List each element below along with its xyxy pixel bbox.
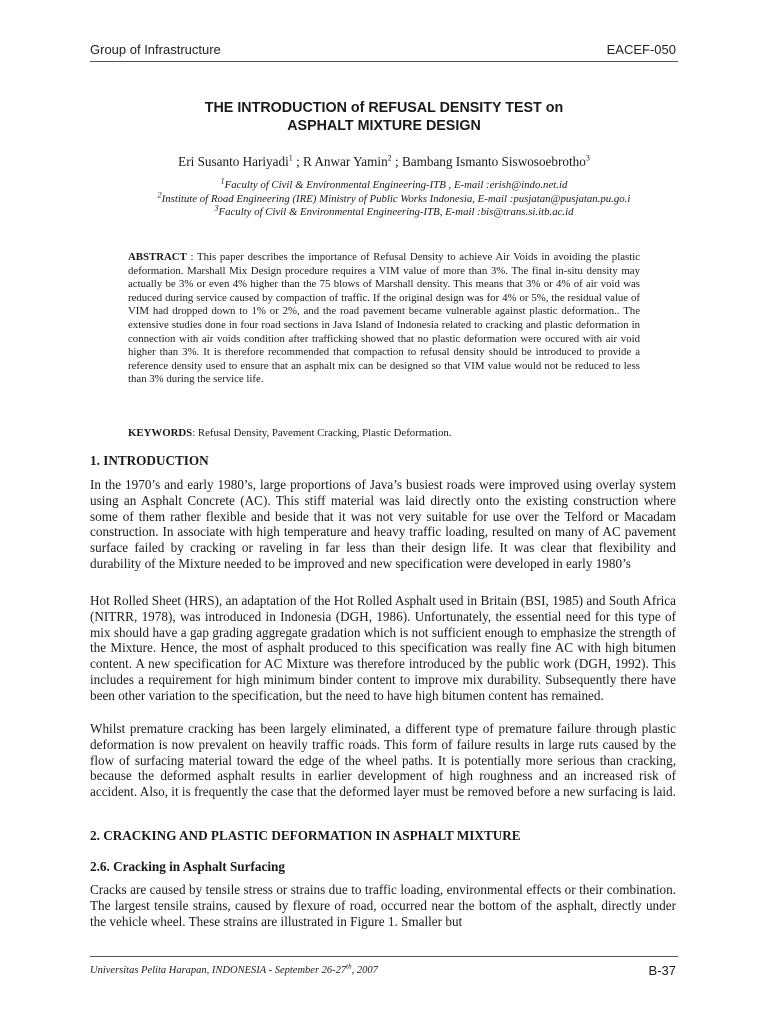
paragraph-text: Whilst premature cracking has been largely eliminated, a different type of premature failure through plastic deformation is now prevalent on heavily traffic roads. This form of failure results in large ruts caused by the flow of surfacing material toward the edge of the wheel paths. It is potentially more serious than cracking, because the deformed asphalt results in earlier development of high roughness and an increased risk of accident. Also, it is frequently the case that the deformed layer must be removed before a new surfacing is laid. bbox=[90, 721, 676, 800]
author-list bbox=[90, 154, 678, 170]
keywords-text: : Refusal Density, Pavement Cracking, Plastic Deformation. bbox=[192, 427, 452, 439]
abstract-text: : This paper describes the importance of Refusal Density to achieve Air Voids in avoiding the plastic deformation. Marshall Mix Design procedure requires a VIM value of more than 3%. The final in-situ density may actually be 3% or even 4% higher than the 75 blows of Marshall density. This means that 3% or 4% of air void was reduced during service caused by compaction of traffic. If the original design was for 4% or 5%, the residual value of VIM had dropped down to 1% or 2%, and the road pavement became vulnerable against plastic deformation.. The extensive studies done in four road sections in Java Island of Indonesia related to cracking and plastic deformation in connection with air voids condition after trafficking showed that no plastic deformation were occured with air void higher than 3%. It is therefore recommended that compaction to refusal density should be introduced to provide a reference density used to ensure that an asphalt mix can be designed so that VIM value would not be reduced to less than 3% during the service life. bbox=[128, 251, 640, 386]
author-separator: ; bbox=[292, 154, 304, 169]
abstract-label: ABSTRACT bbox=[128, 251, 187, 263]
paragraph-text: Hot Rolled Sheet (HRS), an adaptation of the Hot Rolled Asphalt used in Britain (BSI, 1985) and South Africa (NITRR, 1978), was introduced in Indonesia (DGH, 1986). Unfortunately, the essential need for this type of mix should have a gap grading aggregate gradation which is not sufficient enough to emphasize the strength of the Mixture. Hence, the most of asphalt produced to this specification was really fine AC with high bitumen content. A new specification for AC Mixture was therefore introduced by the public work (DGH, 1992). This includes a requirement for high minimum binder content to improve mix durability. Subsequently there have been other variation to the specification, but the need to have high bitumen content has remained. bbox=[90, 593, 676, 703]
paragraph bbox=[90, 882, 676, 929]
title-line-1: THE INTRODUCTION of REFUSAL DENSITY TEST on bbox=[204, 100, 564, 116]
paragraph-text: Cracks are caused by tensile stress or strains due to traffic loading, environmental effects or their combination. The largest tensile strains, caused by flexure of road, occurred near the bottom of the asphalt, directly under the vehicle wheel. These strains are illustrated in Figure 1. Smaller but bbox=[90, 882, 676, 929]
page-number: B-37 bbox=[648, 963, 676, 978]
section-heading-introduction: 1. INTRODUCTION bbox=[90, 453, 209, 468]
affiliation-text: Institute of Road Engineering (IRE) Ministry of Public Works Indonesia, E-mail :pusjatan@pusjatan.pu.go.i bbox=[161, 192, 631, 205]
keywords-label: KEYWORDS bbox=[128, 427, 193, 439]
affiliation-line bbox=[90, 189, 698, 207]
author-name: Bambang Ismanto Siswosoebrotho bbox=[401, 154, 586, 169]
running-header-left: Group of Infrastructure bbox=[90, 42, 221, 57]
affiliation-text: Faculty of Civil & Environmental Engineering-ITB , E-mail :erish@indo.net.id bbox=[224, 179, 568, 191]
author-name: R Anwar Yamin bbox=[303, 154, 388, 169]
affiliation-line bbox=[90, 203, 698, 220]
paper-title bbox=[90, 99, 678, 135]
footer-rule bbox=[90, 956, 678, 957]
footer-prefix: Universitas Pelita Harapan, INDONESIA - September 26-27 bbox=[90, 965, 347, 976]
author-sup: 3 bbox=[585, 153, 590, 163]
running-header-right: EACEF-050 bbox=[606, 42, 676, 57]
keywords bbox=[128, 427, 648, 439]
author-name: Eri Susanto Hariyadi bbox=[178, 154, 289, 169]
author-sup: 1 bbox=[288, 153, 293, 163]
paragraph bbox=[90, 477, 676, 572]
affiliations bbox=[90, 176, 698, 220]
affiliation-sup: 2 bbox=[157, 189, 162, 199]
footer-sup: th bbox=[346, 962, 352, 971]
section-heading-cracking: 2. CRACKING AND PLASTIC DEFORMATION IN ASPHALT MIXTURE bbox=[90, 828, 521, 843]
subsection-heading: 2.6. Cracking in Asphalt Surfacing bbox=[90, 859, 285, 874]
paragraph bbox=[90, 721, 676, 800]
paragraph-text: In the 1970’s and early 1980’s, large proportions of Java’s busiest roads were improved using overlay system using an Asphalt Concrete (AC). This stiff material was laid directly onto the existing construction where some of them rather flexible and beside that it was not very suitable for use over the Telford or Macadam construction. In associate with high temperature and heavy traffic loading, resulted on many of AC pavement surface failed by cracking or raveling in far less than their design life. It was clear that flexibility and durability of the Mixture needed to be improved and new specification were developed in early 1980’s bbox=[90, 477, 676, 571]
footer-suffix: , 2007 bbox=[351, 965, 378, 976]
affiliation-sup: 3 bbox=[214, 203, 219, 213]
author-sup: 2 bbox=[387, 153, 392, 163]
abstract bbox=[128, 251, 640, 387]
footer-conference bbox=[90, 962, 378, 976]
affiliation-line bbox=[90, 176, 698, 193]
affiliation-sup: 1 bbox=[220, 176, 225, 186]
header-rule bbox=[90, 61, 678, 62]
paragraph bbox=[90, 593, 676, 704]
affiliation-text: Faculty of Civil & Environmental Engineering-ITB, E-mail :bis@trans.si.itb.ac.id bbox=[218, 206, 574, 218]
author-separator: ; bbox=[391, 154, 402, 169]
title-line-2: ASPHALT MIXTURE DESIGN bbox=[287, 118, 481, 134]
